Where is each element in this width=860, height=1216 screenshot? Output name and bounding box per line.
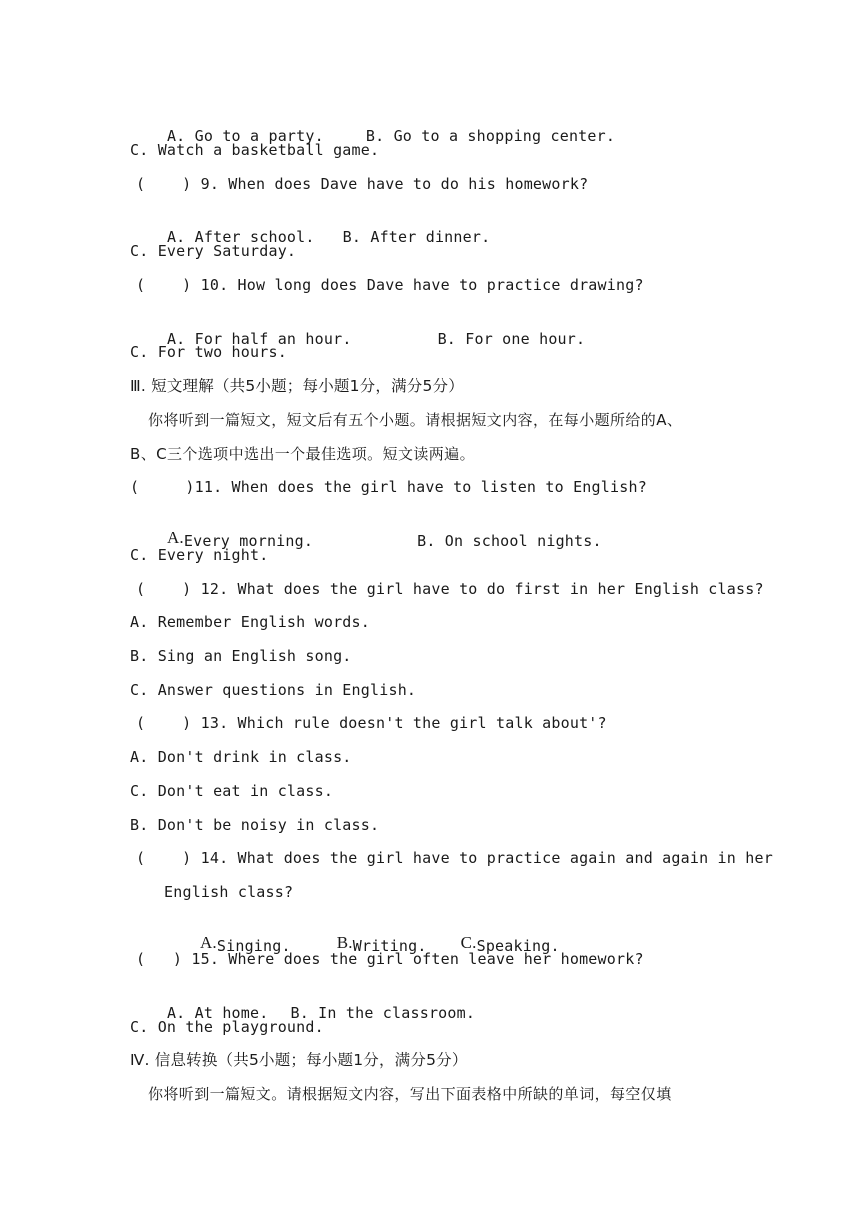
q15-option-b: B. In the classroom. xyxy=(290,1004,476,1022)
q10-option-c: C. For two hours. xyxy=(130,343,287,361)
q11-option-c: C. Every night. xyxy=(130,546,269,564)
q12-stem: ( ) 12. What does the girl have to do first in her English class? xyxy=(136,580,764,598)
q13-option-2: C. Don't eat in class. xyxy=(130,782,334,800)
q14-option-a-text: Singing. xyxy=(216,937,291,955)
q11-option-a-text: Every morning. xyxy=(183,532,314,550)
section-3-title: Ⅲ. 短文理解（共5小题；每小题1分，满分5分） xyxy=(130,377,464,395)
q10-stem: ( ) 10. How long does Dave have to practice drawing? xyxy=(136,276,644,294)
q14-option-b-text: Writing. xyxy=(352,937,427,955)
q10-option-a: A. For half an hour. xyxy=(166,330,352,348)
q9-stem: ( ) 9. When does Dave have to do his homework? xyxy=(136,175,589,193)
q15-option-a: A. At home. xyxy=(166,1004,269,1022)
q8-option-c: C. Watch a basketball game. xyxy=(130,141,380,159)
q12-option-b: B. Sing an English song. xyxy=(130,647,352,665)
q11-stem: ( )11. When does the girl have to listen to English? xyxy=(130,478,647,496)
q12-option-c: C. Answer questions in English. xyxy=(130,681,417,699)
q12-option-a: A. Remember English words. xyxy=(130,613,370,631)
q14-option-c-text: Speaking. xyxy=(476,937,560,955)
q14-stem-line-1: ( ) 14. What does the girl have to practice again and again in her xyxy=(136,849,773,867)
q10-option-b: B. For one hour. xyxy=(437,330,586,348)
q8-option-b: B. Go to a shopping center. xyxy=(365,127,616,145)
q13-option-3: B. Don't be noisy in class. xyxy=(130,816,380,834)
q14-option-c-letter: C. xyxy=(460,933,477,952)
q11-option-a-letter: A. xyxy=(166,528,184,547)
q14-option-b-letter: B. xyxy=(336,933,353,952)
q15-option-c: C. On the playground. xyxy=(130,1018,324,1036)
section-4-instructions-line-1: 你将听到一篇短文。请根据短文内容，写出下面表格中所缺的单词，每空仅填 xyxy=(148,1085,672,1103)
section-4-title: Ⅳ. 信息转换（共5小题；每小题1分，满分5分） xyxy=(130,1051,468,1069)
q11-option-b: B. On school nights. xyxy=(417,532,602,550)
q9-option-b: B. After dinner. xyxy=(342,228,491,246)
q9-option-c: C. Every Saturday. xyxy=(130,242,297,260)
q13-option-1: A. Don't drink in class. xyxy=(130,748,352,766)
q14-stem-line-2: English class? xyxy=(164,883,294,901)
q15-stem: ( ) 15. Where does the girl often leave her homework? xyxy=(136,950,644,968)
q13-stem: ( ) 13. Which rule doesn't the girl talk about'? xyxy=(136,714,607,732)
section-3-instructions-line-1: 你将听到一篇短文，短文后有五个小题。请根据短文内容，在每小题所给的A、 xyxy=(148,411,683,429)
q14-option-a-letter: A. xyxy=(199,933,217,952)
q9-option-a: A. After school. xyxy=(166,228,315,246)
q8-option-a: A. Go to a party. xyxy=(166,127,324,145)
section-3-instructions-line-2: B、C三个选项中选出一个最佳选项。短文读两遍。 xyxy=(130,445,475,463)
